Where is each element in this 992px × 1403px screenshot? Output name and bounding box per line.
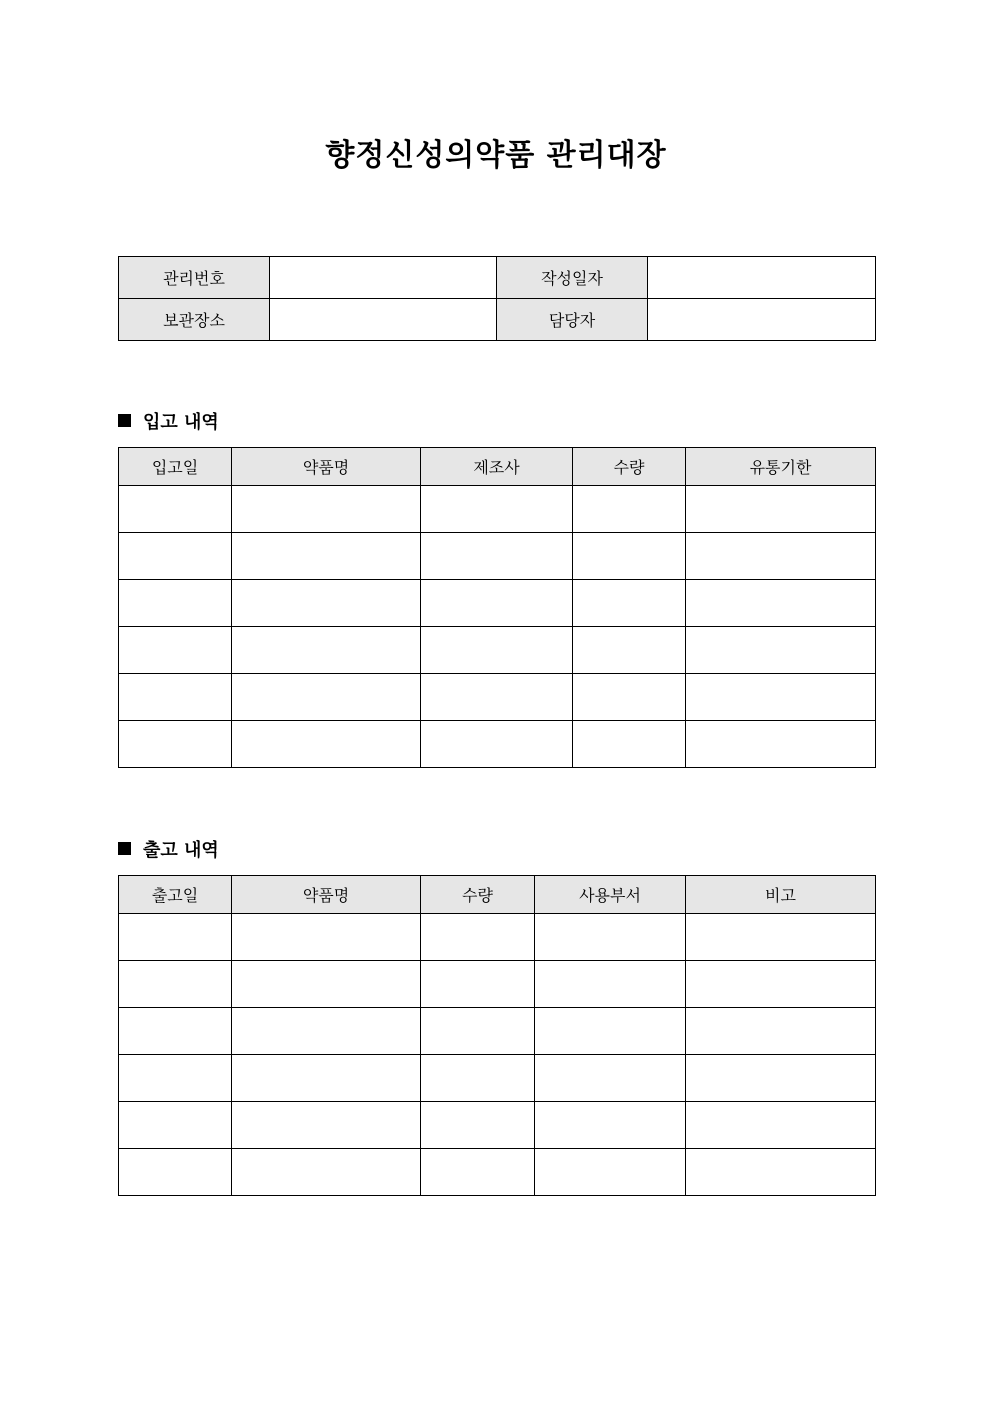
table-row [119,1149,876,1196]
info-row [119,257,876,299]
table-cell[interactable] [686,914,876,961]
table-cell[interactable] [421,914,535,961]
table-cell[interactable] [686,1149,876,1196]
table-cell[interactable] [421,627,573,674]
column-header: 약품명 [232,448,421,486]
table-cell[interactable] [573,580,686,627]
table-row [119,961,876,1008]
column-header: 유통기한 [686,448,876,486]
table-cell[interactable] [573,486,686,533]
outgoing-table [118,875,876,1196]
table-cell[interactable] [421,961,535,1008]
column-header: 제조사 [421,448,573,486]
table-cell[interactable] [232,914,421,961]
table-cell[interactable] [119,721,232,768]
table-cell[interactable] [119,627,232,674]
table-cell[interactable] [232,961,421,1008]
table-cell[interactable] [686,580,876,627]
table-cell[interactable] [119,914,232,961]
column-header: 사용부서 [535,876,686,914]
table-row [119,721,876,768]
table-cell[interactable] [686,1102,876,1149]
table-cell[interactable] [573,721,686,768]
table-cell[interactable] [535,1149,686,1196]
label-storage-location: 보관장소 [119,299,270,341]
label-date-written: 작성일자 [497,257,648,299]
table-cell[interactable] [421,674,573,721]
column-header: 출고일 [119,876,232,914]
date-written-field[interactable] [648,257,876,299]
table-cell[interactable] [535,1102,686,1149]
table-cell[interactable] [686,674,876,721]
table-cell[interactable] [232,1055,421,1102]
table-cell[interactable] [421,486,573,533]
table-cell[interactable] [232,1149,421,1196]
incoming-table [118,447,876,768]
table-cell[interactable] [119,533,232,580]
table-cell[interactable] [119,1008,232,1055]
table-row [119,914,876,961]
column-header: 수량 [421,876,535,914]
table-cell[interactable] [119,1102,232,1149]
table-cell[interactable] [119,1055,232,1102]
incoming-header-row [119,448,876,486]
outgoing-section-heading [118,838,219,864]
outgoing-table-body [119,914,876,1196]
table-cell[interactable] [573,627,686,674]
table-row [119,580,876,627]
square-bullet-icon [118,842,131,855]
table-row [119,1102,876,1149]
table-cell[interactable] [686,721,876,768]
table-row [119,627,876,674]
table-cell[interactable] [421,1102,535,1149]
column-header: 수량 [573,448,686,486]
table-cell[interactable] [686,486,876,533]
table-cell[interactable] [232,674,421,721]
outgoing-header-row [119,876,876,914]
table-cell[interactable] [421,533,573,580]
table-cell[interactable] [686,1008,876,1055]
person-in-charge-field[interactable] [648,299,876,341]
table-cell[interactable] [421,1149,535,1196]
table-cell[interactable] [232,580,421,627]
table-cell[interactable] [232,1102,421,1149]
table-cell[interactable] [573,674,686,721]
column-header: 약품명 [232,876,421,914]
column-header: 비고 [686,876,876,914]
table-cell[interactable] [535,961,686,1008]
table-row [119,674,876,721]
table-cell[interactable] [232,533,421,580]
table-cell[interactable] [232,627,421,674]
table-cell[interactable] [421,721,573,768]
table-row [119,533,876,580]
table-cell[interactable] [686,961,876,1008]
table-cell[interactable] [119,961,232,1008]
table-row [119,1055,876,1102]
outgoing-heading-text: 출고 내역 [143,840,219,861]
table-cell[interactable] [686,1055,876,1102]
table-cell[interactable] [119,580,232,627]
table-cell[interactable] [535,1008,686,1055]
storage-location-field[interactable] [270,299,497,341]
table-cell[interactable] [573,533,686,580]
square-bullet-icon [118,414,131,427]
info-row [119,299,876,341]
incoming-heading-text: 입고 내역 [143,412,219,433]
incoming-table-body [119,486,876,768]
table-cell[interactable] [686,627,876,674]
page-title: 향정신성의약품 관리대장 [325,138,667,173]
table-row [119,1008,876,1055]
table-cell[interactable] [232,486,421,533]
info-table [118,256,876,341]
column-header: 입고일 [119,448,232,486]
table-cell[interactable] [421,1008,535,1055]
label-management-number: 관리번호 [119,257,270,299]
table-cell[interactable] [686,533,876,580]
table-cell[interactable] [119,1149,232,1196]
table-row [119,486,876,533]
table-cell[interactable] [421,580,573,627]
table-cell[interactable] [421,1055,535,1102]
table-cell[interactable] [119,674,232,721]
table-cell[interactable] [119,486,232,533]
incoming-section-heading [118,410,219,436]
label-person-in-charge: 담당자 [497,299,648,341]
management-number-field[interactable] [270,257,497,299]
table-cell[interactable] [232,721,421,768]
table-cell[interactable] [535,1055,686,1102]
table-cell[interactable] [535,914,686,961]
table-cell[interactable] [232,1008,421,1055]
